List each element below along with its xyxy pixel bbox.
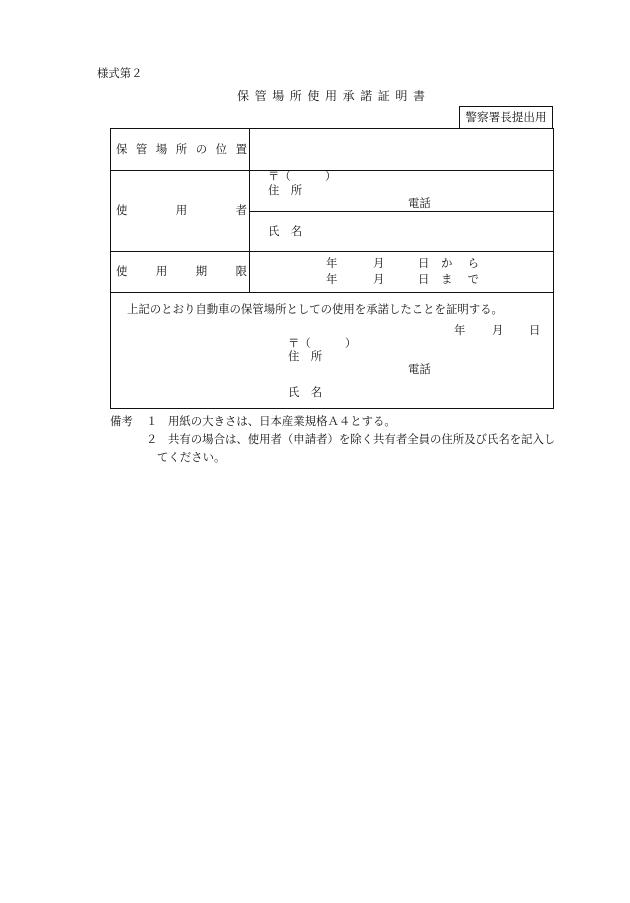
row-divider-period	[110, 292, 554, 293]
user-address-label: 住 所	[268, 183, 303, 197]
note-number: ２	[146, 432, 158, 446]
period-label: 使 用 期 限	[116, 264, 247, 278]
form-number: 様式第２	[97, 66, 143, 80]
submission-tag-box	[459, 106, 553, 129]
user-postal-code: 〒（ ）	[268, 169, 337, 183]
certification-date-day: 日	[529, 323, 541, 337]
label-column-divider	[249, 128, 250, 292]
certifier-name-label: 氏 名	[288, 385, 323, 399]
period-to-year: 年	[326, 272, 338, 286]
submission-tag: 警察署長提出用	[465, 110, 547, 124]
period-from-day: 日	[418, 256, 430, 270]
note-number: １	[146, 414, 158, 428]
notes-label: 備考	[110, 414, 133, 428]
note-text-line: 共有の場合は、使用者（申請者）を除く共有者全員の住所及び氏名を記入し	[168, 432, 556, 446]
period-to-suffix: ま で	[441, 272, 479, 286]
note-text-line: 用紙の大きさは、日本産業規格Ａ４とする。	[168, 414, 396, 428]
user-name-label: 氏 名	[268, 224, 303, 238]
period-from-year: 年	[326, 256, 338, 270]
row-divider-user-address-name	[249, 211, 554, 212]
period-from-month: 月	[373, 256, 385, 270]
certifier-address-label: 住 所	[288, 349, 323, 363]
note-text-line: てください。	[157, 450, 226, 464]
certification-date-year: 年	[454, 323, 466, 337]
user-phone-label: 電話	[408, 196, 431, 210]
certifier-postal-code: 〒（ ）	[288, 336, 357, 350]
certification-date-month: 月	[492, 323, 504, 337]
period-to-month: 月	[373, 272, 385, 286]
period-to-day: 日	[418, 272, 430, 286]
location-label: 保 管 場 所 の 位 置	[116, 142, 247, 156]
row-divider-user	[110, 251, 554, 252]
period-from-suffix: か ら	[441, 256, 479, 270]
document-title: 保 管 場 所 使 用 承 諾 証 明 書	[237, 89, 425, 103]
certifier-phone-label: 電話	[408, 362, 431, 376]
user-label: 使 用 者	[116, 203, 247, 217]
certification-statement: 上記のとおり自動車の保管場所としての使用を承諾したことを証明する。	[127, 302, 503, 316]
